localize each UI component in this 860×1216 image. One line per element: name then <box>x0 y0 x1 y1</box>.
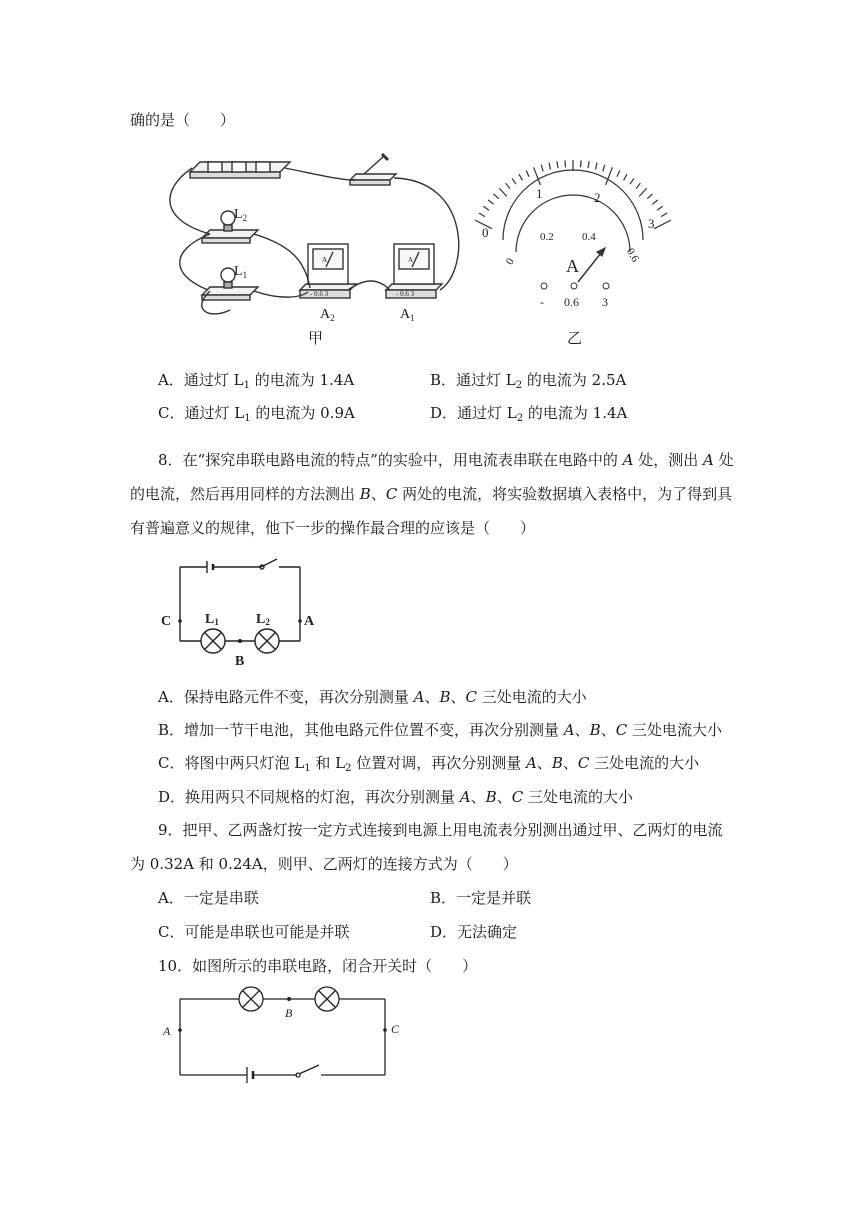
q8-lamp-l1-label: L1 <box>205 612 219 627</box>
dial-tick-mark <box>630 178 634 184</box>
dial-tick-mark <box>603 165 605 172</box>
q9-option-d: D．无法确定 <box>430 923 518 941</box>
dial-tick-mark <box>479 213 485 217</box>
q10-circuit-figure <box>155 985 405 1095</box>
dial-tick-mark <box>588 161 589 168</box>
dial-tick-1: 1 <box>536 186 543 201</box>
dial-tick-mark <box>549 163 551 170</box>
q9-option-c: C．可能是串联也可能是并联 <box>158 923 350 941</box>
dial-tick-mark <box>506 183 510 189</box>
ammeter-a1-face: A <box>408 256 414 264</box>
dial-tick-mark <box>617 171 620 177</box>
q8-option-b: B．增加一节干电池，其他电路元件位置不变，再次分别测量 A、B、C 三处电流大小 <box>158 721 722 739</box>
dial-tick-mark <box>488 200 493 204</box>
ammeter-a2-face: A <box>322 256 328 264</box>
q9-stem-line2: 为 0.32A 和 0.24A，则甲、乙两灯的连接方式为（ ） <box>130 855 518 873</box>
q8-stem-line1: 8．在“探究串联电路电流的特点”的实验中，用电流表串联在电路中的 A 处，测出 A 处 <box>158 451 734 469</box>
figure-jia-caption: 甲 <box>308 329 324 347</box>
q7-option-c: C．通过灯 $L_1$ 的电流为 0.9A <box>158 404 355 424</box>
q8-point-b: B <box>235 654 245 669</box>
dial-tick-mark <box>494 194 499 199</box>
q8-lamp-l2-label: L2 <box>256 612 270 627</box>
dial-tick-mark <box>596 163 598 170</box>
q10-point-b: B <box>285 1006 293 1020</box>
dial-tick-mark <box>652 200 657 204</box>
figure-jia-circuit <box>150 150 480 350</box>
ammeter-a2-label: $A_2$ <box>320 307 335 323</box>
dial-tick-mark <box>647 194 652 199</box>
q7-option-a: A．通过灯 $L_1$ 的电流为 1.4A <box>158 371 355 391</box>
dial-tick-3: 3 <box>648 216 655 231</box>
q8-option-a: A．保持电路元件不变，再次分别测量 A、B、C 三处电流的大小 <box>158 688 587 706</box>
figure-yi-dial <box>478 182 668 322</box>
dial-terminal-3: 3 <box>602 295 608 309</box>
dial-inner-tick-2: 0.4 <box>582 231 596 243</box>
dial-inner-tick-1: 0.2 <box>540 231 554 243</box>
q7-stem-tail: 确的是（ ） <box>130 111 236 129</box>
dial-terminal-neg: - <box>540 295 544 309</box>
dial-tick-mark <box>541 165 543 172</box>
dial-tick-mark <box>526 171 529 177</box>
q8-point-a: A <box>304 614 315 629</box>
q8-stem-line2: 的电流，然后再用同样的方法测出 B、C 两处的电流，将实验数据填入表格中，为了得到具 <box>130 485 733 503</box>
dial-tick-mark <box>557 161 558 168</box>
dial-tick-mark <box>519 174 522 180</box>
dial-tick-2: 2 <box>594 190 601 205</box>
dial-tick-mark <box>654 220 671 229</box>
dial-tick-mark <box>581 160 582 167</box>
q9-option-b: B．一定是并联 <box>430 889 532 907</box>
dial-inner-tick-3: 0.6 <box>623 246 642 265</box>
q8-option-c: C．将图中两只灯泡 $L_1$ 和 $L_2$ 位置对调，再次分别测量 A、B、C 三处电流的大小 <box>158 754 700 774</box>
dial-ticks <box>475 160 671 229</box>
q9-stem-line1: 9．把甲、乙两盏灯按一定方式连接到电源上用电流表分别测出通过甲、乙两灯的电流 <box>158 821 723 839</box>
q8-point-c: C <box>161 614 172 629</box>
dial-tick-mark <box>657 206 663 210</box>
ammeter-a1-terminals: - 0.6 3 <box>396 290 415 298</box>
figure-yi-caption: 乙 <box>567 329 583 347</box>
q10-stem: 10．如图所示的串联电路，闭合开关时（ ） <box>158 957 478 975</box>
ammeter-a1-label: $A_1$ <box>400 307 415 323</box>
q7-option-b: B．通过灯 $L_2$ 的电流为 2.5A <box>430 371 627 391</box>
lamp-l1-label: $L_1$ <box>234 264 248 280</box>
q9-option-a: A．一定是串联 <box>158 889 259 907</box>
q8-stem-line3: 有普遍意义的规律，他下一步的操作最合理的应该是（ ） <box>130 519 536 537</box>
dial-tick-mark <box>534 167 541 185</box>
dial-tick-mark <box>639 188 646 196</box>
q7-option-d: D．通过灯 $L_2$ 的电流为 1.4A <box>430 404 628 424</box>
dial-tick-mark <box>661 213 667 217</box>
lamp-l2-label: $L_2$ <box>234 207 248 223</box>
dial-inner-tick-0: 0 <box>503 256 517 267</box>
dial-tick-mark <box>636 183 640 189</box>
q8-circuit-figure <box>155 555 325 670</box>
q10-point-c: C <box>391 1022 400 1036</box>
dial-tick-mark <box>565 160 566 167</box>
dial-tick-mark <box>499 188 506 196</box>
dial-tick-mark <box>483 206 489 210</box>
dial-tick-mark <box>512 178 516 184</box>
q8-option-d: D．换用两只不同规格的灯泡，再次分别测量 A、B、C 三处电流的大小 <box>158 788 633 806</box>
dial-terminal-06: 0.6 <box>564 295 579 309</box>
ammeter-a2-terminals: - 0.6 3 <box>310 290 329 298</box>
dial-tick-0: 0 <box>482 225 489 240</box>
q10-point-a: A <box>163 1024 171 1038</box>
dial-unit: A <box>566 256 579 276</box>
dial-tick-mark <box>606 167 613 185</box>
dial-tick-mark <box>624 174 627 180</box>
